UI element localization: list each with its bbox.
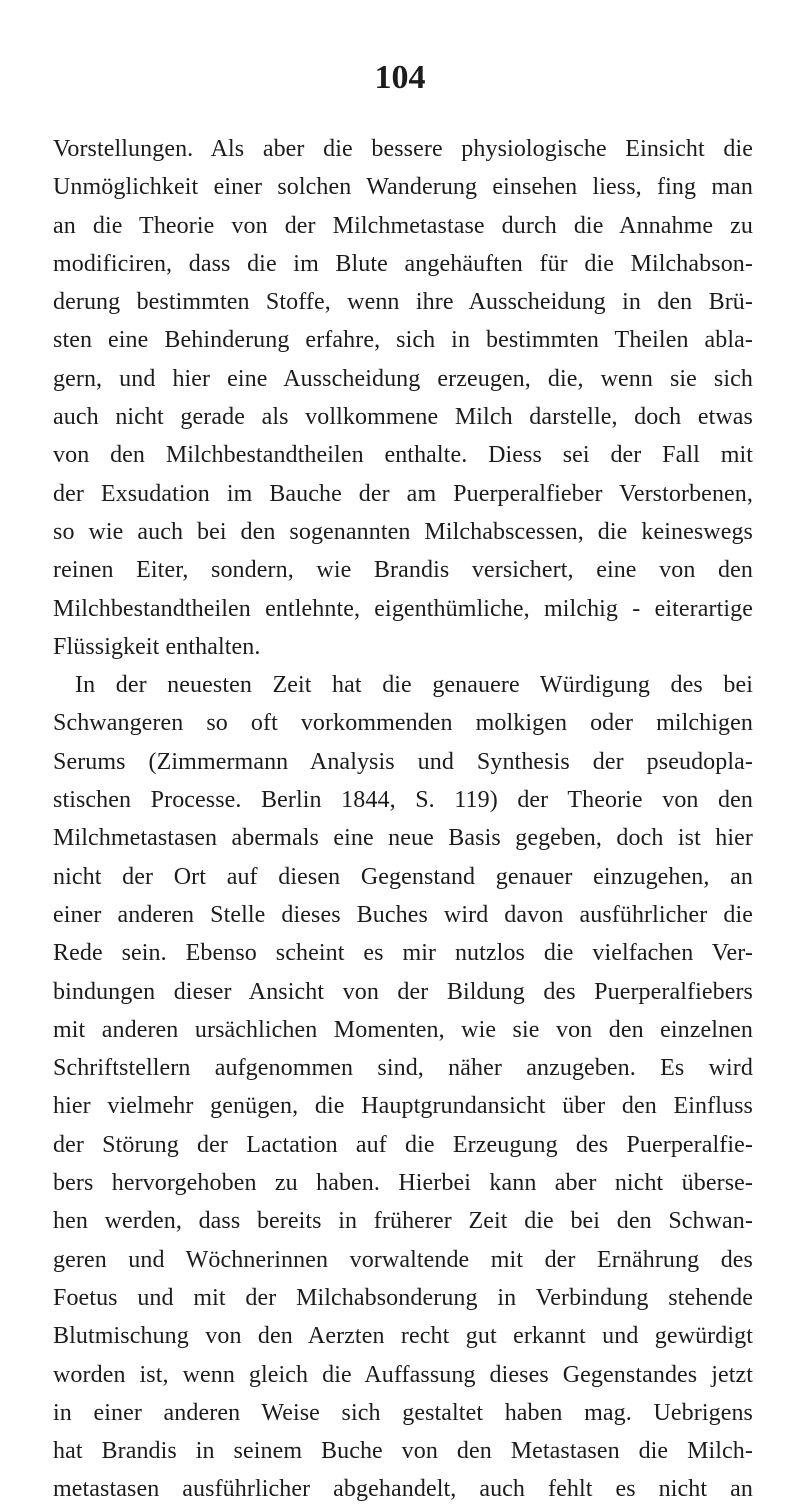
text-line: Milchbestandtheilen entlehnte, eigenthümliche, milchig - eiterartige	[53, 595, 753, 622]
text-line: einer anderen Stelle dieses Buches wird davon ausführlicher die	[53, 901, 753, 928]
text-line: von den Milchbestandtheilen enthalte. Diess sei der Fall mit	[53, 442, 753, 469]
text-line: Unmöglichkeit einer solchen Wanderung einsehen liess, fing man	[53, 174, 753, 201]
text-line: gern, und hier eine Ausscheidung erzeugen, die, wenn sie sich	[53, 365, 753, 392]
text-line: an die Theorie von der Milchmetastase durch die Annahme zu	[53, 212, 753, 239]
text-line: Vorstellungen. Als aber die bessere physiologische Einsicht die	[53, 136, 753, 162]
text-line: Blutmischung von den Aerzten recht gut erkannt und gewürdigt	[53, 1323, 753, 1350]
text-line: der Störung der Lactation auf die Erzeugung des Puerperalfie-	[53, 1131, 753, 1158]
text-line: mit anderen ursächlichen Momenten, wie sie von den einzelnen	[53, 1016, 753, 1043]
text-line: hen werden, dass bereits in früherer Zeit die bei den Schwan-	[53, 1208, 753, 1235]
text-line: Milchmetastasen abermals eine neue Basis gegeben, doch ist hier	[53, 825, 753, 852]
page-number: 104	[374, 59, 426, 96]
text-line: Serums (Zimmermann Analysis und Synthesis der pseudopla-	[53, 748, 753, 775]
text-line: nicht der Ort auf diesen Gegenstand genauer einzugehen, an	[53, 863, 753, 890]
text-line: der Exsudation im Bauche der am Puerperalfieber Verstorbenen,	[53, 480, 753, 507]
text-line: geren und Wöchnerinnen vorwaltende mit der Ernährung des	[53, 1246, 753, 1273]
text-line: modificiren, dass die im Blute angehäuften für die Milchabson-	[53, 250, 753, 277]
text-line: derung bestimmten Stoffe, wenn ihre Ausscheidung in den Brü-	[53, 289, 753, 316]
text-line: metastasen ausführlicher abgehandelt, auch fehlt es nicht an	[53, 1476, 753, 1503]
text-line: so wie auch bei den sogenannten Milchabscessen, die keineswegs	[53, 518, 753, 545]
text-line: Foetus und mit der Milchabsonderung in Verbindung stehende	[53, 1284, 753, 1311]
text-line: bindungen dieser Ansicht von der Bildung des Puerperalfiebers	[53, 978, 753, 1005]
text-line: Flüssigkeit enthalten.	[53, 633, 261, 660]
text-line: sten eine Behinderung erfahre, sich in bestimmten Theilen abla-	[53, 327, 753, 354]
text-line: Schriftstellern aufgenommen sind, näher anzugeben. Es wird	[53, 1055, 753, 1082]
text-line: Rede sein. Ebenso scheint es mir nutzlos die vielfachen Ver-	[53, 940, 753, 967]
text-line: bers hervorgehoben zu haben. Hierbei kann aber nicht überse-	[53, 1170, 753, 1197]
text-line: In der neuesten Zeit hat die genauere Würdigung des bei	[75, 672, 753, 699]
body-text	[53, 130, 753, 1509]
text-line: reinen Eiter, sondern, wie Brandis versichert, eine von den	[53, 557, 753, 584]
text-line: hier vielmehr genügen, die Hauptgrundansicht über den Einfluss	[53, 1093, 753, 1120]
text-line: Schwangeren so oft vorkommenden molkigen oder milchigen	[53, 710, 753, 737]
text-line: worden ist, wenn gleich die Auffassung dieses Gegenstandes jetzt	[53, 1361, 753, 1388]
text-line: in einer anderen Weise sich gestaltet haben mag. Uebrigens	[53, 1399, 753, 1426]
text-line: stischen Processe. Berlin 1844, S. 119) der Theorie von den	[53, 787, 753, 814]
text-line: hat Brandis in seinem Buche von den Metastasen die Milch-	[53, 1438, 753, 1465]
text-line: auch nicht gerade als vollkommene Milch darstelle, doch etwas	[53, 404, 753, 431]
